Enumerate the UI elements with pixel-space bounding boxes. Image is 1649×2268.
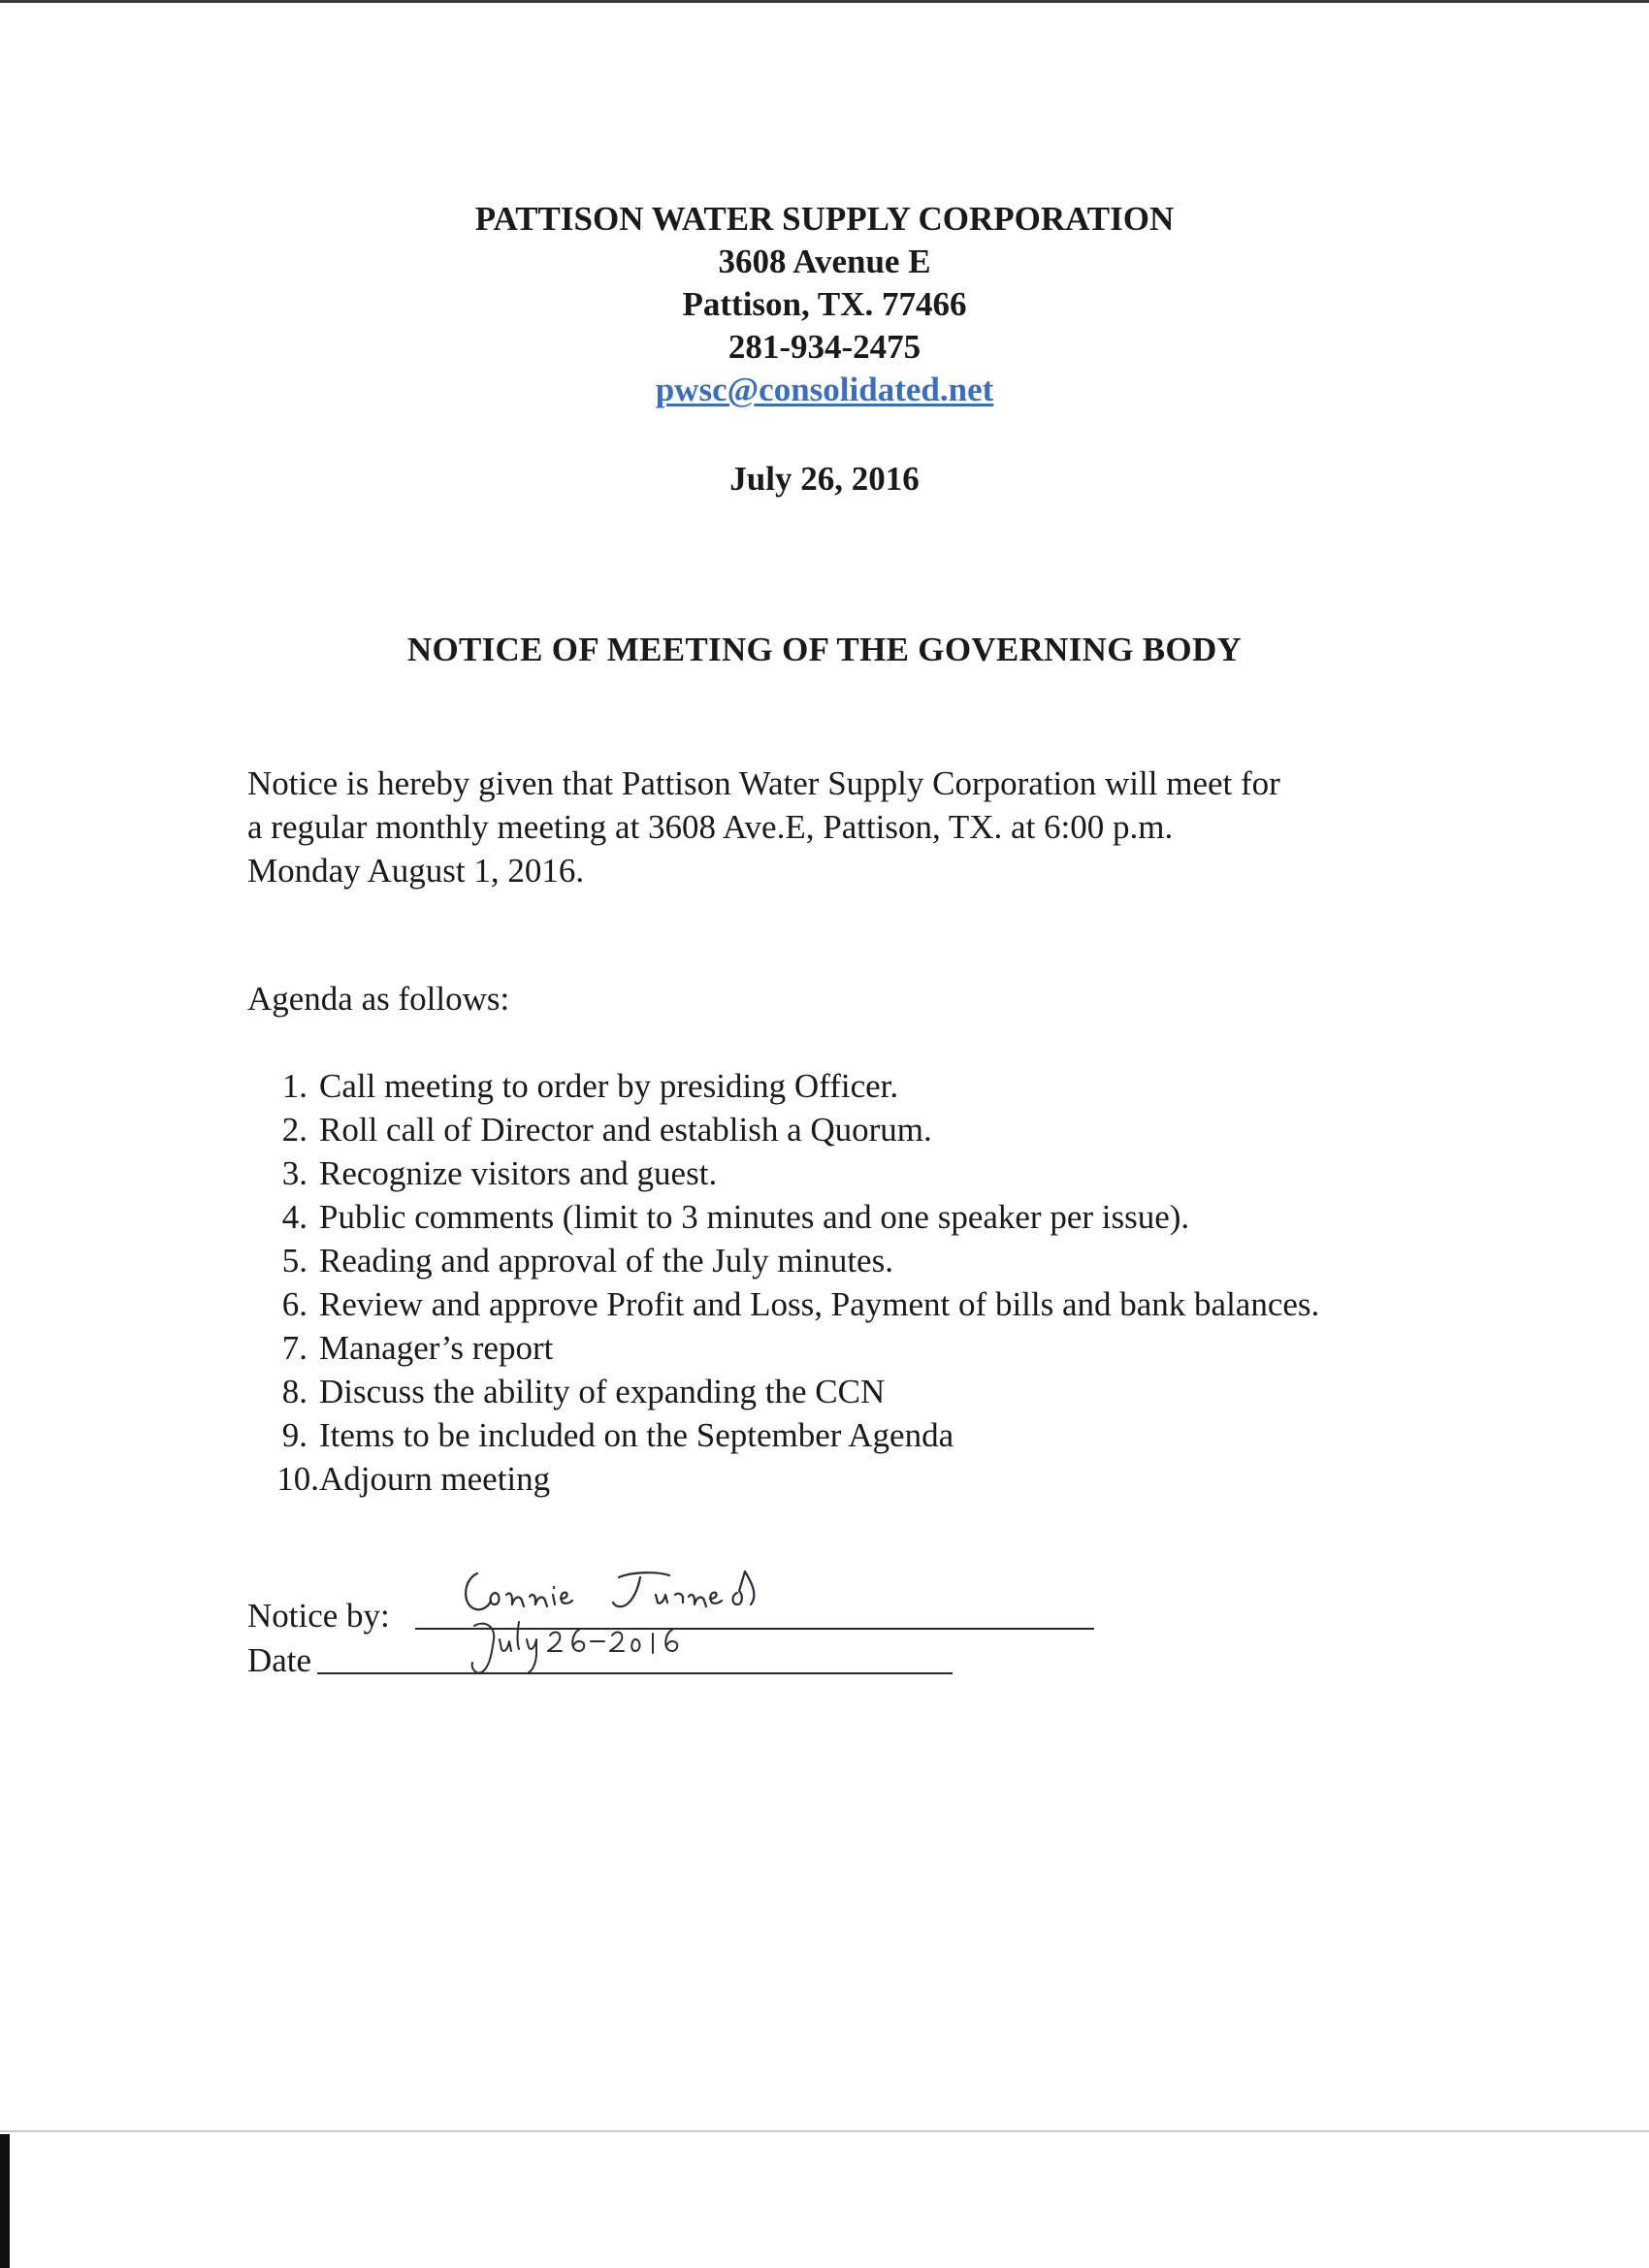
date-row — [247, 1636, 1120, 1680]
email-link[interactable]: pwsc@consolidated.net — [655, 371, 994, 408]
scan-top-edge — [0, 0, 1649, 3]
agenda-item — [247, 1108, 1363, 1151]
agenda-item-number: 9. — [281, 1416, 307, 1454]
phone-number: 281-934-2475 — [728, 328, 922, 366]
notice-paragraph — [247, 761, 1460, 892]
agenda-item — [247, 1282, 1363, 1326]
address-line-1: 3608 Avenue E — [718, 243, 931, 280]
agenda-item-text: Review and approve Profit and Loss, Payment of bills and bank balances. — [319, 1285, 1320, 1323]
address-line-2: Pattison, TX. 77466 — [682, 285, 967, 323]
handwritten-signature — [456, 1564, 786, 1622]
document-date: July 26, 2016 — [729, 460, 920, 498]
handwritten-date — [459, 1616, 721, 1676]
scan-edge-bar — [0, 2134, 10, 2268]
agenda-item — [247, 1239, 1363, 1282]
agenda-item-text: Recognize visitors and guest. — [319, 1154, 718, 1192]
signature-block — [247, 1591, 1120, 1680]
notice-by-label: Notice by: — [247, 1597, 390, 1635]
agenda-item — [247, 1064, 1363, 1108]
notice-line: Monday August 1, 2016. — [247, 852, 585, 890]
agenda-intro: Agenda as follows: — [247, 980, 510, 1018]
document-title: NOTICE OF MEETING OF THE GOVERNING BODY — [406, 631, 1243, 668]
agenda-item-number: 6. — [281, 1285, 307, 1323]
agenda-item-number: 7. — [281, 1329, 307, 1367]
agenda-item — [247, 1151, 1363, 1195]
letterhead — [0, 198, 1649, 411]
agenda-item-number: 4. — [281, 1198, 307, 1236]
date-label: Date — [247, 1641, 312, 1679]
agenda-item-text: Adjourn meeting — [319, 1460, 551, 1498]
org-name: PATTISON WATER SUPPLY CORPORATION — [474, 200, 1175, 238]
notice-line: a regular monthly meeting at 3608 Ave.E, Pattison, TX. at 6:00 p.m. — [247, 808, 1174, 846]
agenda-item-text: Discuss the ability of expanding the CCN — [319, 1373, 886, 1410]
agenda-item-text: Call meeting to order by presiding Officer. — [319, 1067, 899, 1105]
agenda-item — [247, 1457, 1363, 1501]
agenda-item-number: 3. — [281, 1154, 307, 1192]
agenda-item — [247, 1195, 1363, 1239]
agenda-item-number: 10. — [276, 1460, 319, 1498]
agenda-item — [247, 1413, 1363, 1457]
agenda-list — [247, 1064, 1363, 1501]
scan-edge-line — [0, 2130, 1649, 2132]
agenda-item — [247, 1370, 1363, 1413]
agenda-item-text: Reading and approval of the July minutes. — [319, 1242, 893, 1280]
agenda-item-text: Items to be included on the September Agenda — [319, 1416, 954, 1454]
agenda-item-number: 1. — [281, 1067, 307, 1105]
agenda-item — [247, 1326, 1363, 1370]
agenda-item-number: 2. — [281, 1111, 307, 1149]
agenda-item-text: Roll call of Director and establish a Quorum. — [319, 1111, 932, 1149]
agenda-item-text: Manager’s report — [319, 1329, 554, 1367]
agenda-item-number: 8. — [281, 1373, 307, 1410]
agenda-item-number: 5. — [281, 1242, 307, 1280]
agenda-item-text: Public comments (limit to 3 minutes and one speaker per issue). — [319, 1198, 1190, 1236]
notice-line: Notice is hereby given that Pattison Water Supply Corporation will meet for — [247, 764, 1280, 802]
